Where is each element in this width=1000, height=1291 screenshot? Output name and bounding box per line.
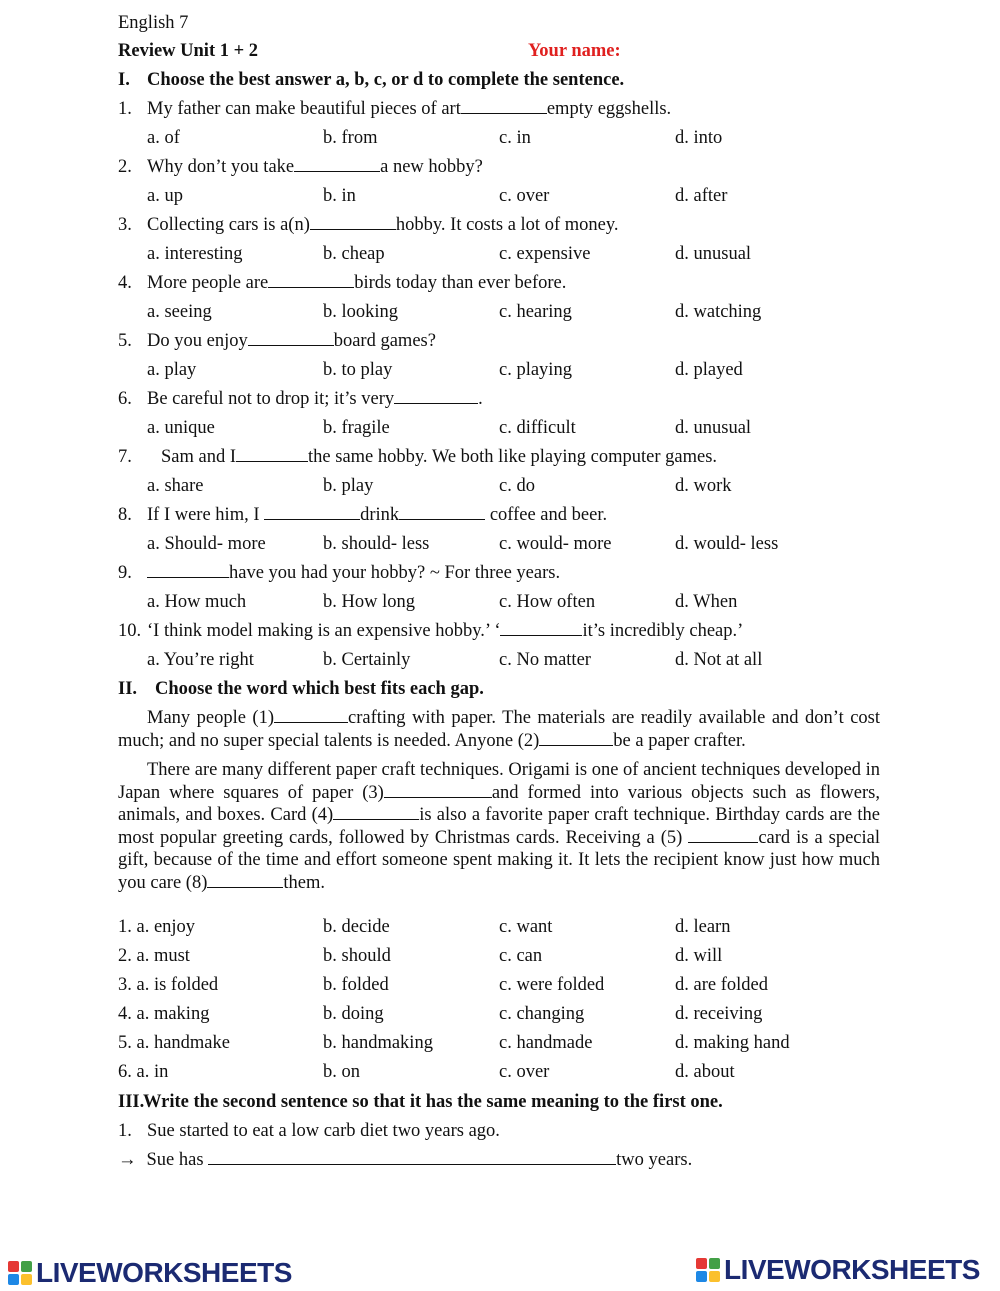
answer-option[interactable]: d. would- less: [675, 534, 779, 554]
part2-roman: II.: [118, 679, 138, 699]
answer-option[interactable]: c. would- more: [499, 534, 612, 554]
part3-roman: III.: [118, 1092, 145, 1112]
answer-option[interactable]: a. up: [147, 186, 183, 206]
passage-text: be a paper crafter.: [613, 730, 746, 751]
gap-answer-option[interactable]: 3. a. is folded: [118, 975, 219, 995]
answer-option[interactable]: b. cheap: [323, 244, 385, 264]
answer-option[interactable]: a. Should- more: [147, 534, 266, 554]
passage-text: crafting with paper. The materials are readily available and don’t cost much; and no super special talents is needed. Anyone (2): [118, 708, 880, 751]
gap-2[interactable]: [539, 730, 613, 746]
answer-blank[interactable]: [399, 504, 485, 520]
answer-blank[interactable]: [394, 388, 478, 404]
question-number: 4.: [118, 273, 132, 293]
answer-option[interactable]: b. How long: [323, 592, 415, 612]
question-text: [161, 446, 717, 468]
logo-text: LIVEWORKSHEETS: [724, 1254, 980, 1285]
part1-roman: I.: [118, 70, 130, 90]
passage-text: and formed into various objects such as flowers, animals, and boxes. Card (4): [118, 782, 880, 825]
answer-option[interactable]: a. unique: [147, 418, 215, 438]
gap-answer-option[interactable]: d. making hand: [675, 1033, 790, 1053]
answer-option[interactable]: a. interesting: [147, 244, 243, 264]
question-after: hobby. It costs a lot of money.: [395, 215, 619, 235]
question-after: the same hobby. We both like playing computer games.: [308, 447, 718, 467]
gap-answer-option[interactable]: 5. a. handmake: [118, 1033, 230, 1053]
answer-blank[interactable]: [264, 504, 360, 520]
answer-option[interactable]: a. seeing: [147, 302, 212, 322]
liveworksheets-logo-right: [696, 1255, 980, 1285]
answer-option[interactable]: a. share: [147, 476, 204, 496]
answer-option[interactable]: a. How much: [147, 592, 247, 612]
answer-option[interactable]: d. work: [675, 476, 732, 496]
answer-option[interactable]: c. No matter: [499, 650, 591, 670]
answer-option[interactable]: d. Not at all: [675, 650, 763, 670]
answer-option[interactable]: c. hearing: [499, 302, 572, 322]
question-before: Do you enjoy: [147, 331, 248, 351]
question-before: Sam and I: [161, 447, 237, 467]
answer-blank[interactable]: [310, 214, 396, 230]
gap-answer-option[interactable]: c. handmade: [499, 1033, 593, 1053]
question-before: Why don’t you take: [147, 157, 295, 177]
question-before: Be careful not to drop it; it’s very: [147, 389, 395, 409]
gap-answer-option[interactable]: c. changing: [499, 1004, 585, 1024]
gap-3[interactable]: [384, 782, 492, 798]
answer-option[interactable]: c. expensive: [499, 244, 591, 264]
gap-1[interactable]: [274, 707, 348, 723]
gap-4[interactable]: [333, 804, 419, 820]
arrow-icon: →: [118, 1150, 137, 1170]
answer-input-blank[interactable]: [208, 1149, 616, 1165]
answer-blank[interactable]: [294, 156, 380, 172]
answer-end: two years.: [616, 1150, 693, 1170]
question-number: 7.: [118, 447, 132, 467]
gap-answer-option[interactable]: d. about: [675, 1062, 735, 1082]
part3-q1-number: 1.: [118, 1121, 132, 1141]
answer-option[interactable]: c. do: [499, 476, 535, 496]
part2-title: Choose the word which best fits each gap.: [155, 679, 484, 699]
answer-option[interactable]: b. should- less: [323, 534, 430, 554]
question-after: empty eggshells.: [546, 99, 672, 119]
answer-blank[interactable]: [461, 98, 547, 114]
gap-answer-option[interactable]: b. handmaking: [323, 1033, 433, 1053]
question-after: coffee and beer.: [485, 505, 608, 525]
question-after: birds today than ever before.: [354, 273, 567, 293]
passage-text: card is a special gift, because of the time and effort someone spent making it. It lets the recipient know just how much you care (8): [118, 827, 881, 893]
answer-option[interactable]: d. after: [675, 186, 728, 206]
question-text: [147, 156, 483, 178]
answer-option[interactable]: d. unusual: [675, 418, 752, 438]
answer-option[interactable]: b. in: [323, 186, 356, 206]
answer-option[interactable]: b. to play: [323, 360, 393, 380]
answer-option[interactable]: a. play: [147, 360, 197, 380]
answer-blank[interactable]: [500, 620, 582, 636]
gap-answer-option[interactable]: c. over: [499, 1062, 550, 1082]
answer-option[interactable]: c. playing: [499, 360, 572, 380]
passage-text: them.: [283, 872, 325, 893]
answer-option[interactable]: d. When: [675, 592, 738, 612]
answer-option[interactable]: b. looking: [323, 302, 399, 322]
question-text: [147, 98, 671, 120]
answer-option[interactable]: b. Certainly: [323, 650, 411, 670]
question-after: it’s incredibly cheap.’: [582, 621, 744, 641]
logo-cubes-icon: [696, 1258, 720, 1282]
question-before: My father can make beautiful pieces of art: [147, 99, 461, 119]
question-before: ‘I think model making is an expensive hobby.’ ‘: [147, 621, 501, 641]
question-number: 6.: [118, 389, 132, 409]
gap-answer-option[interactable]: 1. a. enjoy: [118, 917, 196, 937]
question-number: 8.: [118, 505, 132, 525]
gap-answer-option[interactable]: d. receiving: [675, 1004, 763, 1024]
gap-answer-option[interactable]: b. decide: [323, 917, 390, 937]
logo-text: LIVEWORKSHEETS: [36, 1257, 292, 1288]
question-text: [147, 562, 560, 584]
question-after: .: [478, 389, 483, 409]
answer-blank[interactable]: [248, 330, 334, 346]
your-name-label: Your name:: [528, 41, 621, 61]
answer-option[interactable]: d. watching: [675, 302, 762, 322]
answer-option[interactable]: d. played: [675, 360, 743, 380]
answer-option[interactable]: b. fragile: [323, 418, 390, 438]
passage-text: is also a favorite paper craft technique. Birthday cards are the most popular greeting cards, followed by Christmas cards. Receiving a (5): [118, 805, 880, 848]
question-number: 2.: [118, 157, 132, 177]
answer-option[interactable]: d. unusual: [675, 244, 752, 264]
question-after: have you had your hobby? ~ For three years.: [229, 563, 561, 583]
gap-answer-option[interactable]: c. want: [499, 917, 553, 937]
question-number: 10.: [118, 621, 142, 641]
gap-answer-option[interactable]: b. doing: [323, 1004, 384, 1024]
question-number: 5.: [118, 331, 132, 351]
gap-answer-option[interactable]: b. on: [323, 1062, 360, 1082]
answer-option[interactable]: b. play: [323, 476, 374, 496]
passage-paragraph-2: [118, 759, 880, 894]
part3-q1-answer-line: [118, 1149, 692, 1171]
answer-blank[interactable]: [236, 446, 308, 462]
gap-answer-option[interactable]: c. were folded: [499, 975, 605, 995]
gap-5[interactable]: [688, 827, 758, 843]
question-number: 3.: [118, 215, 132, 235]
answer-option[interactable]: c. difficult: [499, 418, 576, 438]
part3-title: Write the second sentence so that it has the same meaning to the first one.: [143, 1092, 723, 1112]
part1-title: Choose the best answer a, b, c, or d to complete the sentence.: [147, 70, 625, 90]
answer-blank[interactable]: [147, 562, 229, 578]
gap-answer-option[interactable]: b. folded: [323, 975, 389, 995]
question-before: Collecting cars is a(n): [147, 215, 310, 235]
gap-answer-option[interactable]: b. should: [323, 946, 391, 966]
gap-answer-option[interactable]: d. will: [675, 946, 723, 966]
gap-answer-option[interactable]: 2. a. must: [118, 946, 190, 966]
question-text: [147, 620, 743, 642]
answer-option[interactable]: a. of: [147, 128, 180, 148]
passage-text: Many people (1): [147, 708, 274, 728]
passage-text: There are many different paper craft techniques. Origami is one of ancient techniques developed in Japan where squares of paper (3): [118, 760, 880, 803]
question-after: board games?: [333, 331, 436, 351]
question-text: [147, 272, 566, 294]
answer-option[interactable]: c. over: [499, 186, 550, 206]
answer-option[interactable]: d. into: [675, 128, 723, 148]
question-before: More people are: [147, 273, 269, 293]
gap-8[interactable]: [207, 872, 283, 888]
question-number: 1.: [118, 99, 132, 119]
answer-option[interactable]: c. in: [499, 128, 531, 148]
question-text: [147, 214, 619, 236]
answer-option[interactable]: b. from: [323, 128, 378, 148]
passage-paragraph-1: [118, 707, 880, 752]
gap-answer-option[interactable]: d. learn: [675, 917, 731, 937]
answer-prompt: Sue has: [146, 1150, 209, 1170]
review-title: Review Unit 1 + 2: [118, 41, 259, 61]
gap-answer-option[interactable]: 4. a. making: [118, 1004, 210, 1024]
answer-option[interactable]: c. How often: [499, 592, 596, 612]
liveworksheets-logo-left: [8, 1258, 292, 1288]
logo-cubes-icon: [8, 1261, 32, 1285]
gap-answer-option[interactable]: 6. a. in: [118, 1062, 169, 1082]
question-text: [147, 504, 607, 526]
question-text: [147, 388, 483, 410]
course-title: English 7: [118, 13, 189, 33]
answer-option[interactable]: a. You’re right: [147, 650, 254, 670]
part3-q1-text: Sue started to eat a low carb diet two years ago.: [147, 1121, 500, 1141]
question-text: [147, 330, 436, 352]
question-middle: drink: [360, 505, 400, 525]
answer-blank[interactable]: [268, 272, 354, 288]
question-number: 9.: [118, 563, 132, 583]
question-after: a new hobby?: [380, 157, 483, 177]
gap-answer-option[interactable]: d. are folded: [675, 975, 768, 995]
gap-answer-option[interactable]: c. can: [499, 946, 543, 966]
question-before: If I were him, I: [147, 505, 265, 525]
